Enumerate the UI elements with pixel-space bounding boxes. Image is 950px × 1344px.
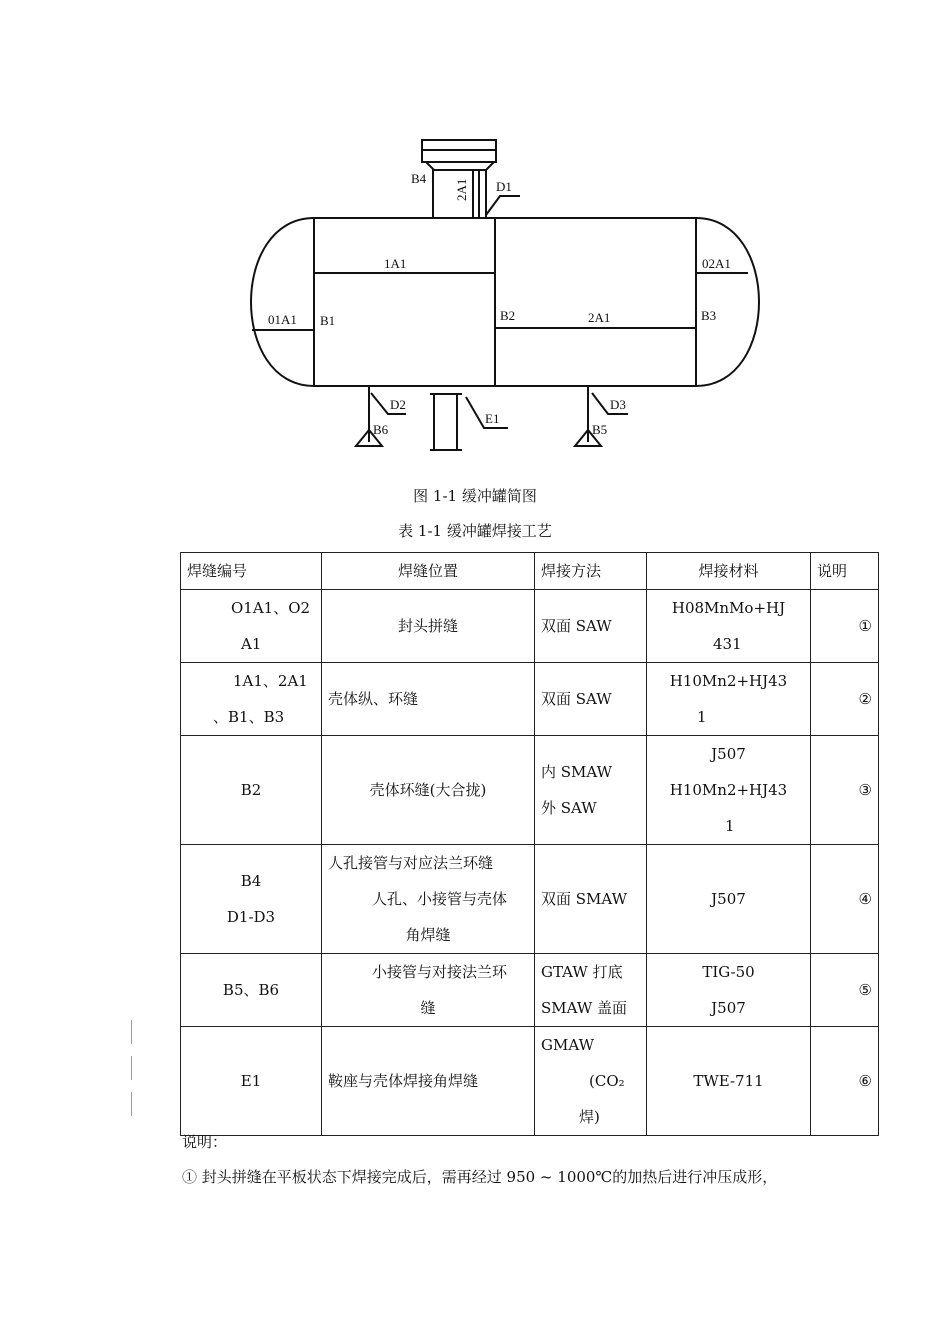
table-row [181,845,879,954]
margin-mark [131,1092,132,1116]
label-o1a1: 01A1 [268,312,297,327]
table-row [181,1027,879,1136]
weld-position-cell [322,1027,535,1136]
weld-method-line: 双面 SMAW [541,890,628,908]
weld-id-cell [181,590,322,663]
weld-id-line: B5、B6 [222,981,280,999]
weld-id-line: E1 [240,1072,262,1090]
margin-mark [131,1056,132,1080]
weld-position-line: 人孔接管与对应法兰环缝 [328,854,494,872]
weld-method-line: 外 SAW [541,799,597,817]
weld-material-line: H10Mn2+HJ43 [669,672,788,690]
weld-id-line: B4 [240,872,262,890]
weld-method-line: (CO₂ [589,1072,625,1090]
weld-method-line: SMAW 盖面 [541,999,628,1017]
label-2a1-mid: 2A1 [588,310,611,325]
weld-material-cell [647,1027,811,1136]
weld-method-cell [535,954,647,1027]
header-cell: 焊接方法 [535,553,647,590]
welding-procedure-table [180,552,879,1136]
weld-position-line: 鞍座与壳体焊接角焊缝 [328,1072,479,1090]
weld-id-cell [181,845,322,954]
weld-method-line: 内 SMAW [541,763,613,781]
label-d2: D2 [390,397,406,412]
table-row [181,736,879,845]
weld-position-cell [322,954,535,1027]
weld-position-line: 小接管与对接法兰环 [372,963,508,981]
weld-position-line: 缝 [420,999,436,1017]
weld-material-line: J507 [711,890,746,908]
label-2a1-vertical: 2A1 [454,178,469,201]
weld-material-line: 1 [697,708,707,726]
weld-id-line: 、B1、B3 [213,708,285,726]
weld-id-line: A1 [241,635,262,653]
right-head [696,218,759,386]
weld-material-line: 431 [713,635,742,653]
weld-method-line: 双面 SAW [541,690,612,708]
weld-position-cell [322,736,535,845]
weld-position-line: 人孔、小接管与壳体 [372,890,508,908]
label-b6: B6 [373,422,389,437]
table-caption: 表 1-1 缓冲罐焊接工艺 [398,522,552,540]
weld-material-cell [647,845,811,954]
weld-id-cell [181,1027,322,1136]
weld-position-cell [322,845,535,954]
label-o2a1: 02A1 [702,256,731,271]
label-b3: B3 [701,308,717,323]
weld-material-line: TWE-711 [693,1072,764,1090]
weld-method-line: 焊) [579,1108,600,1126]
header-cell: 焊缝位置 [322,553,535,590]
table-row [181,663,879,736]
label-d3: D3 [610,397,626,412]
weld-note-cell: ③ [811,736,879,845]
header-cell: 说明 [811,553,879,590]
weld-material-cell [647,590,811,663]
weld-position-line: 壳体纵、环缝 [328,690,419,708]
weld-material-line: J507 [711,745,746,763]
margin-mark [131,1020,132,1044]
label-1a1: 1A1 [384,256,407,271]
weld-position-cell [322,590,535,663]
weld-material-cell [647,954,811,1027]
weld-method-cell [535,663,647,736]
weld-position-cell [322,663,535,736]
weld-method-line: GTAW 打底 [541,963,623,981]
weld-method-line: 双面 SAW [541,617,612,635]
weld-material-line: TIG-50 [702,963,755,981]
weld-id-line: D1-D3 [226,908,276,926]
weld-material-line: 1 [725,817,735,835]
weld-id-cell [181,736,322,845]
figure-caption: 图 1-1 缓冲罐简图 [413,487,537,505]
header-cell: 焊接材料 [647,553,811,590]
table-row [181,954,879,1027]
weld-id-line: B2 [240,781,262,799]
label-b2: B2 [500,308,516,323]
label-b5: B5 [592,422,608,437]
table-header-row [181,553,879,590]
weld-method-line: GMAW [541,1036,594,1054]
weld-material-cell [647,736,811,845]
weld-position-line: 角焊缝 [405,926,451,944]
manhole-flange-taper [426,162,494,170]
weld-material-line: H08MnMo+HJ [671,599,786,617]
weld-position-line: 壳体环缝(大合拢) [369,781,487,799]
weld-position-line: 封头拼缝 [397,617,458,635]
weld-note-cell: ⑥ [811,1027,879,1136]
leader-d1 [486,196,520,215]
label-e1: E1 [485,411,500,426]
header-cell: 焊缝编号 [181,553,322,590]
weld-note-cell: ④ [811,845,879,954]
table-row [181,590,879,663]
label-d1: D1 [496,179,512,194]
label-b1: B1 [320,313,336,328]
manhole-flange-top [422,140,496,150]
weld-material-line: J507 [711,999,746,1017]
weld-method-cell [535,736,647,845]
note-line-1: ① 封头拼缝在平板状态下焊接完成后，需再经过 950 ~ 1000℃的加热后进行冲压成形， [182,1168,778,1186]
weld-note-cell: ① [811,590,879,663]
notes-title: 说明： [182,1133,228,1151]
weld-method-cell [535,1027,647,1136]
weld-material-cell [647,663,811,736]
weld-id-cell [181,663,322,736]
label-b4: B4 [411,171,427,186]
weld-material-line: H10Mn2+HJ43 [669,781,788,799]
left-head [251,218,314,386]
weld-note-cell: ⑤ [811,954,879,1027]
buffer-tank-diagram [240,132,760,454]
weld-method-cell [535,590,647,663]
weld-note-cell: ② [811,663,879,736]
weld-method-cell [535,845,647,954]
weld-id-line: O1A1、O2 [231,599,311,617]
weld-id-line: 1A1、2A1 [233,672,308,690]
weld-id-cell [181,954,322,1027]
manhole-flange-body [422,150,496,162]
